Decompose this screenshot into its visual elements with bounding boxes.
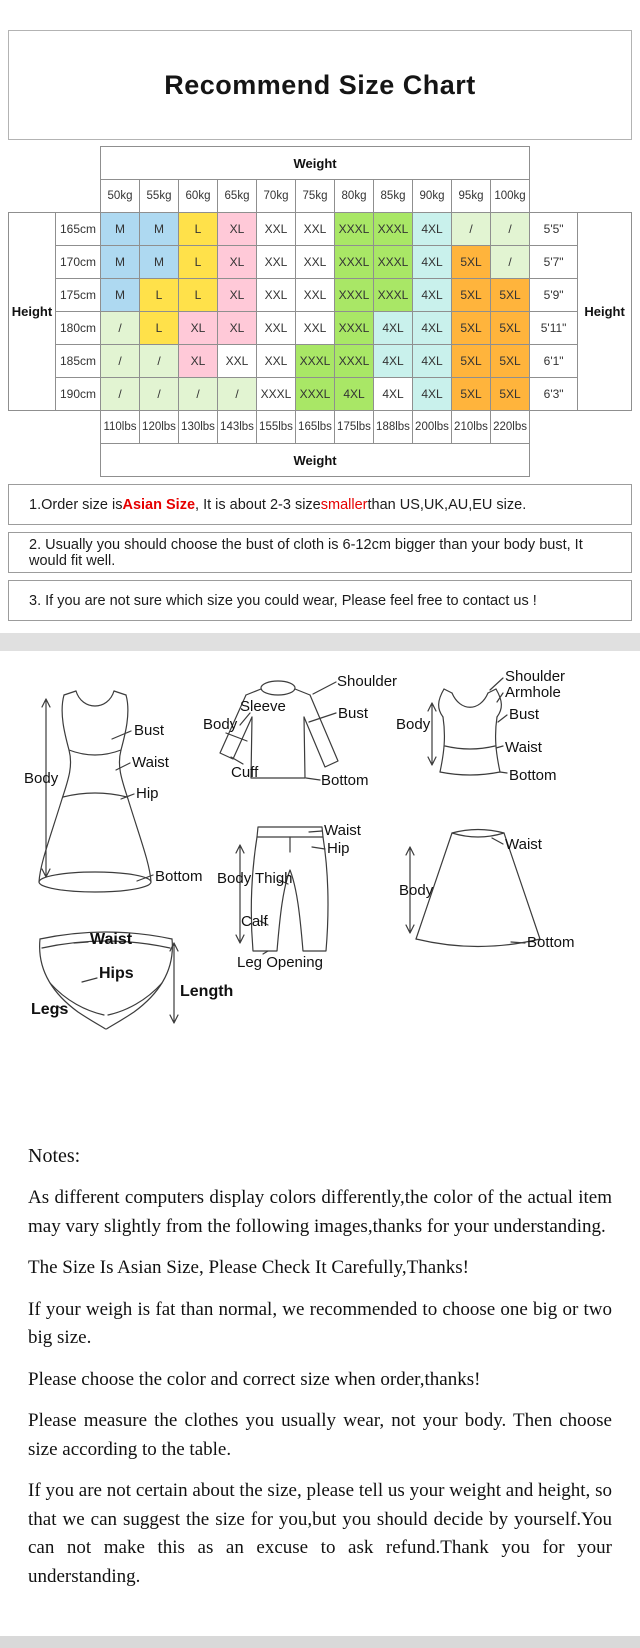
size-cell: / [140, 378, 179, 411]
size-cell: / [491, 213, 530, 246]
size-cell: 4XL [413, 345, 452, 378]
weight-kg-cell: 65kg [218, 180, 257, 213]
dress-body-label: Body [24, 770, 59, 787]
weight-kg-cell: 55kg [140, 180, 179, 213]
shirt-bust-label: Bust [338, 705, 369, 722]
order-note: 3. If you are not sure which size you could wear, Please feel free to contact us ! [8, 580, 632, 621]
weight-kg-cell: 50kg [101, 180, 140, 213]
size-cell: L [179, 279, 218, 312]
order-notes [8, 484, 632, 621]
size-cell: XXXL [335, 246, 374, 279]
size-cell: XL [218, 279, 257, 312]
size-cell: XL [179, 312, 218, 345]
title-box [8, 30, 632, 140]
size-cell: L [179, 246, 218, 279]
vest-shoulder-label: Shoulder [505, 668, 566, 685]
weight-kg-cell: 90kg [413, 180, 452, 213]
size-cell: 5XL [491, 279, 530, 312]
size-cell: 4XL [413, 213, 452, 246]
height-ft-cell: 5'9" [530, 279, 578, 312]
size-cell: 5XL [452, 378, 491, 411]
weight-lbs-cell: 188lbs [374, 411, 413, 444]
page-title: Recommend Size Chart [164, 69, 476, 100]
size-cell: XXXL [296, 345, 335, 378]
weight-kg-cell: 75kg [296, 180, 335, 213]
height-ft-cell: 5'11" [530, 312, 578, 345]
weight-kg-cell: 100kg [491, 180, 530, 213]
briefs-waist-label: Waist [90, 931, 133, 948]
weight-lbs-cell: 155lbs [257, 411, 296, 444]
size-cell: L [140, 279, 179, 312]
size-cell: 5XL [452, 345, 491, 378]
vest-bottom-label: Bottom [509, 767, 557, 784]
size-cell: XXL [296, 213, 335, 246]
vest-body-label: Body [396, 716, 431, 733]
weight-lbs-cell: 110lbs [101, 411, 140, 444]
garment-drawings-svg [0, 651, 640, 1111]
notes-paragraphs [28, 1184, 612, 1591]
size-cell: 4XL [413, 378, 452, 411]
size-cell: / [101, 378, 140, 411]
pants-hip-label: Hip [327, 840, 350, 857]
dress-hip-label: Hip [136, 785, 159, 802]
skirt-waist-label: Waist [505, 836, 542, 853]
weight-footer: Weight [101, 444, 530, 477]
size-cell: L [140, 312, 179, 345]
weight-kg-cell: 80kg [335, 180, 374, 213]
height-cm-cell: 170cm [56, 246, 101, 279]
weight-lbs-cell: 220lbs [491, 411, 530, 444]
size-cell: XL [218, 246, 257, 279]
note-paragraph: As different computers display colors differently,the color of the actual item may vary slightly from the following images,thanks for your understanding. [28, 1187, 612, 1237]
weight-kg-cell: 60kg [179, 180, 218, 213]
size-cell: 5XL [491, 312, 530, 345]
pants-calf-label: Calf [241, 913, 268, 930]
weight-header: Weight [101, 147, 530, 180]
height-label-left: Height [9, 213, 56, 411]
weight-lbs-cell: 143lbs [218, 411, 257, 444]
size-cell: XXXL [257, 378, 296, 411]
size-cell: L [179, 213, 218, 246]
section-divider [0, 633, 640, 651]
table-row [9, 180, 632, 213]
size-cell: XL [218, 213, 257, 246]
table-row [9, 279, 632, 312]
pants-body-label: Body [217, 870, 252, 887]
height-cm-cell: 175cm [56, 279, 101, 312]
table-row [9, 147, 632, 180]
shirt-sleeve-label: Sleeve [240, 698, 286, 715]
pants-thigh-label: Thigh [255, 870, 293, 887]
vest-bust-label: Bust [509, 706, 540, 723]
dress-waist-label: Waist [132, 754, 169, 771]
vest-drawing [428, 678, 507, 775]
measurement-diagrams [0, 651, 640, 1111]
size-cell: 5XL [452, 312, 491, 345]
weight-kg-cell: 85kg [374, 180, 413, 213]
size-cell: M [101, 213, 140, 246]
size-cell: M [101, 279, 140, 312]
size-cell: XXL [218, 345, 257, 378]
size-cell: 5XL [452, 279, 491, 312]
weight-kg-cell: 95kg [452, 180, 491, 213]
size-cell: XL [218, 312, 257, 345]
size-cell: XXL [257, 279, 296, 312]
size-cell: XXL [296, 246, 335, 279]
size-cell: / [140, 345, 179, 378]
size-cell: XXXL [374, 213, 413, 246]
note-paragraph: Please choose the color and correct size when order,thanks! [28, 1368, 481, 1390]
table-row [9, 444, 632, 477]
size-cell: 4XL [374, 312, 413, 345]
size-cell: 4XL [335, 378, 374, 411]
size-cell: XXL [257, 312, 296, 345]
size-cell: / [452, 213, 491, 246]
weight-lbs-cell: 200lbs [413, 411, 452, 444]
size-cell: M [101, 246, 140, 279]
vest-waist-label: Waist [505, 739, 542, 756]
size-cell: / [491, 246, 530, 279]
size-table-body [9, 147, 632, 477]
size-cell: XXXL [296, 378, 335, 411]
skirt-body-label: Body [399, 882, 434, 899]
weight-lbs-cell: 210lbs [452, 411, 491, 444]
size-cell: XXL [296, 312, 335, 345]
size-cell: 5XL [491, 345, 530, 378]
size-cell: XXL [296, 279, 335, 312]
size-chart-section [0, 0, 640, 633]
size-cell: / [179, 378, 218, 411]
briefs-length-label: Length [180, 983, 234, 1000]
note-paragraph: The Size Is Asian Size, Please Check It Carefully,Thanks! [28, 1257, 469, 1278]
shirt-bottom-label: Bottom [321, 772, 369, 789]
size-cell: M [140, 246, 179, 279]
size-cell: XXXL [374, 279, 413, 312]
briefs-hips-label: Hips [99, 965, 134, 982]
size-cell: 4XL [413, 279, 452, 312]
skirt-bottom-label: Bottom [527, 934, 575, 951]
size-cell: XXXL [335, 312, 374, 345]
size-cell: M [140, 213, 179, 246]
pants-drawing [236, 827, 328, 954]
table-row [9, 246, 632, 279]
weight-lbs-cell: 130lbs [179, 411, 218, 444]
weight-lbs-cell: 175lbs [335, 411, 374, 444]
note-paragraph: If you are not certain about the size, please tell us your weight and height, so that we can suggest the size for you,but you should decide by yourself.You can not make this as an excuse to ask refund.Thank you for your understanding. [28, 1480, 612, 1587]
height-ft-cell: 6'1" [530, 345, 578, 378]
weight-kg-cell: 70kg [257, 180, 296, 213]
size-cell: XXL [257, 213, 296, 246]
size-cell: 4XL [413, 312, 452, 345]
dress-bust-label: Bust [134, 722, 165, 739]
size-cell: XXXL [335, 279, 374, 312]
height-cm-cell: 165cm [56, 213, 101, 246]
table-row [9, 411, 632, 444]
table-row [9, 312, 632, 345]
table-row [9, 378, 632, 411]
size-cell: / [218, 378, 257, 411]
shirt-cuff-label: Cuff [231, 764, 259, 781]
size-cell: 4XL [374, 378, 413, 411]
note-paragraph: If your weigh is fat than normal, we recommended to choose one big or two big size. [28, 1298, 612, 1348]
size-cell: 4XL [374, 345, 413, 378]
height-ft-cell: 5'7" [530, 246, 578, 279]
size-cell: XXXL [335, 345, 374, 378]
table-row [9, 213, 632, 246]
order-note: 2. Usually you should choose the bust of cloth is 6-12cm bigger than your body bust, It would fit well. [8, 532, 632, 573]
height-ft-cell: 5'5" [530, 213, 578, 246]
size-cell: / [101, 312, 140, 345]
height-cm-cell: 190cm [56, 378, 101, 411]
dress-bottom-label: Bottom [155, 868, 203, 885]
size-cell: 4XL [413, 246, 452, 279]
pants-waist-label: Waist [324, 822, 361, 839]
size-cell: XXXL [374, 246, 413, 279]
height-cm-cell: 185cm [56, 345, 101, 378]
briefs-legs-label: Legs [31, 1001, 69, 1018]
size-cell: XXL [257, 345, 296, 378]
bottom-strip [0, 1636, 640, 1648]
size-cell: 5XL [491, 378, 530, 411]
height-ft-cell: 6'3" [530, 378, 578, 411]
order-note: 1.Order size is Asian Size , It is about 2-3 size smaller than US,UK,AU,EU size. [8, 484, 632, 525]
size-cell: XXL [257, 246, 296, 279]
shirt-shoulder-label: Shoulder [337, 673, 398, 690]
height-cm-cell: 180cm [56, 312, 101, 345]
size-cell: XL [179, 345, 218, 378]
table-row [9, 345, 632, 378]
shirt-body-label: Body [203, 716, 238, 733]
size-cell: 5XL [452, 246, 491, 279]
vest-armhole-label: Armhole [505, 684, 561, 701]
notes-section [0, 1111, 640, 1636]
notes-heading: Notes: [28, 1145, 81, 1167]
size-cell: / [101, 345, 140, 378]
size-cell: XXXL [335, 213, 374, 246]
height-label-right: Height [578, 213, 632, 411]
note-paragraph: Please measure the clothes you usually wear, not your body. Then choose size according to the table. [28, 1410, 612, 1460]
pants-leg-opening-label: Leg Opening [237, 954, 323, 971]
weight-lbs-cell: 120lbs [140, 411, 179, 444]
weight-lbs-cell: 165lbs [296, 411, 335, 444]
size-table [8, 146, 632, 477]
